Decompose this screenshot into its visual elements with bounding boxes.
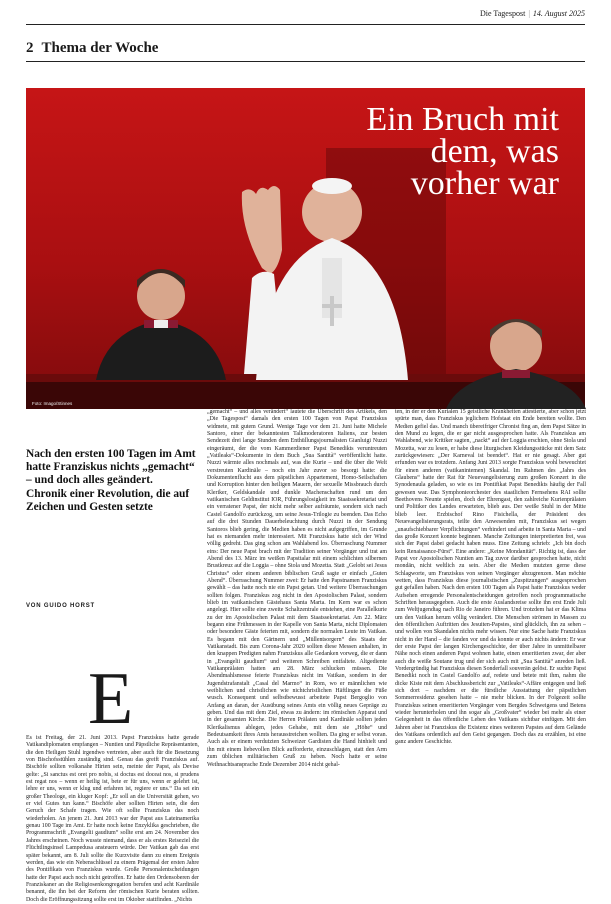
section-heading [26,40,158,57]
page-header [26,0,585,24]
article-column-2 [207,409,387,869]
section-rule [26,61,585,62]
page-number: 2 [26,40,34,56]
column-2-text: „gemacht“ – und alles verändert“ lautete die Überschrift des Artikels, den „Die Tagespost“ damals den ersten 100 Tagen von Papst Franziskus widmete, mit gutem Grund. Wenige Tage vor dem 21. Juni hatte Michele Santoro, einer der bekanntesten Talkmoderatoren Italiens, zur besten Sendezeit drei lange Stunden dem Enthüllungsjournalisten Gianluigi Nuzzi eingeräumt, der die vom Kammerdiener Papst Benedikts veruntreuten „Vatileaks“-Dokumente in dem Buch „Sua Santità“ veröffentlicht hatte. Nuzzi wärmte alles nochmals auf, was die Kurie – und die über die Welt verstreuten Kardinäle – noch ein Jahr zuvor so besorgt hatte: die Dokumentenflucht aus dem päpstlichen Appartement, Homo-Seilschaften und Korruption hinter den heiligen Mauern, der sexuelle Missbrauch durch Kleriker, Geldskandale und dunkle Machenschaften rund um den vatikanischen Geldinstitut IOR, Führungslosigkeit im Staatssekretariat und ein verratener Papst, der nicht mehr selber aufräumte, sondern sich nach Castel Gandolfo zurückzog, um seine Jesus-Trilogie zu beenden. Das Echo auf die drei Stunden Dauerbeleuchtung durch Nuzzi in der Sendung Santoros blieb gering, die Medien haben es nicht aufgegriffen, im Grunde hat es niemanden mehr interessiert. Mit Franziskus hatte sich der Wind völlig gedreht. Das ging schon am Wahlabend los. Überraschung Nummer eins: Der neue Papst brach mit der Tradition seiner Vorgänger und trat am Abend des 13. März im weißen Papsttalar mit einem schlichten silbernen Brustkreuz auf die Loggia – ohne Stola und Mozetta. Statt „Gelobt sei Jesus Christus“ oder einem anderen biblischen Gruß sagte er einfach „Guten Abend“. Überraschung Nummer zwei: Er hatte den Papstnamen Franziskus gewählt – das hatte noch nie ein Papst getan. Und weitere Überraschungen sollten folgen. Franziskus zog nicht in den Apostolischen Palast, sondern blieb im vatikanischen Gästehaus Santa Marta. Im Kern war es schon angelegt. Hier sollte eine zweite Schaltzentrale entstehen, eine Parallelkurie zu der im Apostolischen Palast mit dem Staatssekretariat. Am 22. März begann eine Frühmessen in der Kapelle von Santa Marta, nicht Diplomaten oder besondere Gäste feierten mit, sondern die normalen Leute im Vatikan. Es begann mit den Gärtnern und „Müllentsorgern“ des Staats der Vatikanstadt. Bis zum Corona-Jahr 2020 sollten diese Messen anhalten, in den knappen Predigten nahm Franziskus alle Gedanken vorweg, die er dann in „Evangelii gaudium“ und weiteren Schreiben entfaltete. Altgediente Vatikanprälaten hatten am 28. März schlucken müssen. Die Abendmahlsmesse feierte Franziskus nicht im Vatikan, sondern in der Jugendstrafanstalt „Casal del Marmo“ in Rom, wo er männlichen wie weiblichen und christlichen wie nichtchristlichen Häftlingen die Füße wusch. Konsequent und selbstbewusst arbeitete Papst Bergoglio von Anfang an daran, der Ausübung seines Amts ein völlig neues Gepräge zu geben. Und das mit dem Ziel, etwas zu ändern: im römischen Apparat und in der gesamten Kirche. Die Herren Prälaten und Kardinäle sollten jeden Klerikalismus ablegen, jedes Gehabe, mit dem sie „Höhe“ und Bedeutsamkeit ihres Amts herausstreichen wollten. Da ging er selbst voran. Auch als er einem verdutzten Schweizer Gardisten die Hand hinhielt und ihn mit einem liebevollen Blick aufforderte, einzuschlagen, statt den Arm zum üblichen militärischen Gruß zu heben. Noch hatte er seine Weihnachtsansprache Ende Dezember 2014 nicht gehal- [207,409,387,768]
issue-date: 14. August 2025 [532,9,585,18]
column-1-text: Es ist Freitag, der 21. Juni 2013. Papst Franziskus hatte gerade Vatikandiplomaten empfangen – Nuntien und Päpstliche Repräsentanten, die den Heiligen Stuhl irgendwo vertreten, aber auch für die Besetzung von Bischofsstühlen zuständig sind. Genau das greift Franziskus auf. Bischöfe sollten volksnahe Hirten sein, meinte der Papst, als Devise gelte: „Si sanctus est oret pro nobis, si doctus est doceat nos, si prudens est regat nos – wenn er heilig ist, bete er für uns, wenn er gelehrt ist, lehre er uns, wenn er klug und erfahren ist, regiere er uns.“ Da sei ein großer Theologe, ein kluger Kopf: „Er soll an die Universität gehen, wo er viel Gutes tun kann.“ Bischöfe aber sollten Hirten sein, die den Geruch der Schafe tragen. Wie oft sollte Franziskus das noch wiederholen. An jenem 21. Juni 2013 war der Papst aus Lateinamerika genau 100 Tage im Amt. Er hatte noch keine Enzyklika geschrieben, die Programmschrift „Evangelii gaudium“ sollte erst am 24. November des Jahres erscheinen. Noch wusste niemand, dass er als erstes Reiseziel die Flüchtlingsinsel Lampedusa ansteuern würde. Der Vatikan gab das erst später bekannt, am 8. Juli sollte die Kurzvisite dann zu einem Ereignis werden, das wie ein Nebenschlüssel zu einem Prägemal der ersten Jahre des Pontifikats von Franziskus wurde. Große Personalentscheidungen hatte der Papst auch noch nicht getroffen. Er hatte den Ordensoberen der Franziskaner an die Religiosenkongregation berufen und acht Kardinäle benannt, die ihn bei der Reform der römischen Kurie beraten sollten. Doch die Eröffnungssitzung sollte erst im Oktober stattfinden. „Nichts [26,735,199,903]
section-title: Thema der Woche [41,40,159,56]
header-meta [480,9,585,18]
article-column-1 [26,735,199,903]
photo-headline: Ein Bruch mit dem, was vorher war [366,101,559,202]
header-rule [26,24,585,25]
article-column-3 [395,409,586,869]
article-lead: Nach den ersten 100 Tagen im Amt hatte Franziskus nichts „gemacht“ – und doch alles geändert. Chronik einer Revolution, die auf Zeichen und Gesten setzte [26,448,196,513]
column-3-text: ten, in der er den Kurialen 15 geistliche Krankheiten attestierte, aber schon jetzt spürte man, dass Franziskus jeglichem Hofstaat ein Ende bereiten wollte. Den Medien gefiel das. Und manch übereifriger Chronist fing an, dem Papst Sätze in den Mund zu legen, die er gar nicht ausgesprochen hatte. Als Franziskus am Wahlabend, wie Kritiker sagten, „nackt“ auf der Loggia erschien, ohne Stola und Mozetta, war zu lesen, er habe diese liturgischen Kleidungsstücke mit dem Satz zurückgewiesen: „Der Karneval ist beendet“. Hat er nie gesagt. Aber gut erfunden war es trotzdem. Anfang Juni 2013 sorgte Franziskus wohl beweuchtet für einen anderen (vatikanintemen) Skandal. Im Rahmen des „Jahrs des Glaubens“ hatte der Rat für Neuevangelisierung zum großen Konzert in die Synodenaula geladen, so wie es im Pontifikat Papst Benedikts häufig der Fall gewesen war. Das Symphonieorchester des staatlichen Fernsehens RAI sollte Beethovens Neunte spielen, doch der Ehrengast, den zahlreiche Kurienprälaten und Politiker des Landes erwarteten, blieb aus. Der weiße Stuhl in der Mitte blieb leer. Erzbischof Rino Fisichella, der Präsident des Neuevangelisierungsrats, teilte den Anwesenden mit, Franziskus sei wegen „unaufschiebbarer Verpflichtungen“ verhindert und arbeite in Santa Marta – und das große Konzert konnte beginnen. Manche Zeitungen interpretierten frei, was sich der Papst dabei gedacht haben muss. Eine Zeitung schrieb: „Ich bin doch kein Renaissance-Fürst“. Eine andere: „Keine Mondanität“. Richtig ist, dass der Papst vor Apostolischen Nuntien am Tag zuvor darüber gesprochen hatte, nicht mondän, nicht weltlich zu sein. Aber die Medien mutzten gerne diese Schlagworte, um Franziskus von seinen Vorgänger abzugrenzen. Man möchte wetten, dass Franziskus diese journalistischen „Zuspitzungen“ ausgesprochen gut gefallen haben. Nach den ersten 100 Tagen als Papst hatte Franziskus weder Aufsehen erregende Personalentscheidungen getroffen noch programmatische Schriften herausgegeben. Auch die erste Auslandsreise sollte ihn erst Ende Juli zum Weltjugendtag nach Rio de Janeiro führen. Und trotzdem hat er das Klima um den Vatikan herum völlig verändert. Die Menschen strömen in Massen zu den öffentlichen Auftritten des Jesuiten-Papstes, sind glücklich, ihn zu sehen – und wollen von Skandalen nichts mehr wissen. Nur eine Sache hatte Franziskus nicht in der Hand – die fanden vor und da konnte er auch nichts ändern: Er war der erste Papst der langen Kirchengeschichte, der über Jahre in unmittelbarer Nähe noch einen anderen Papst wohnen hatte, einen emeritierten zwar, der aber auch die weiße Soutane trug und der sich auch mit „Sua Santità“ anreden ließ. Vordergründig hat Franziskus diesen Sonderfall souverän gelöst. Er suchte Papst Benedikt noch in Castel Gandolfo auf, redete und betete mit ihm, nahm die dicke Kiste mit dem Abschlussbericht zur „Vatileaks“-Affäre entgegen und ließ sich dort – nachdem er die fürstliche Ausstattung der päpstlichen Sommerresidenz gesehen hatte – nie mehr blicken. In der Folgezeit sollte Franziskus seinen emeritierten Vorgänger vom Bergdes Schweigens und Betens wieder herunterholen und ihn sogar als „Großvater“ wieder bei mehr als einer Gelegenheit in das öffentliche Leben des Vatikans sichtbar einfügen. Mit den Jahren aber ist Franziskus die Existenz eines weiteren Papstes auf dem Gelände des Vatikans ordentlich auf den Geist gegangen. Doch das zu erzählen, ist eine ganz andere Geschichte. [395,409,586,746]
photo-credit: Foto: Imago/Stinnes [32,401,73,406]
byline: VON GUIDO HORST [26,603,96,609]
newspaper-name: Die Tagespost [480,9,526,18]
drop-cap: E [88,658,134,740]
header-separator: | [528,9,530,18]
lead-photo [26,88,585,409]
